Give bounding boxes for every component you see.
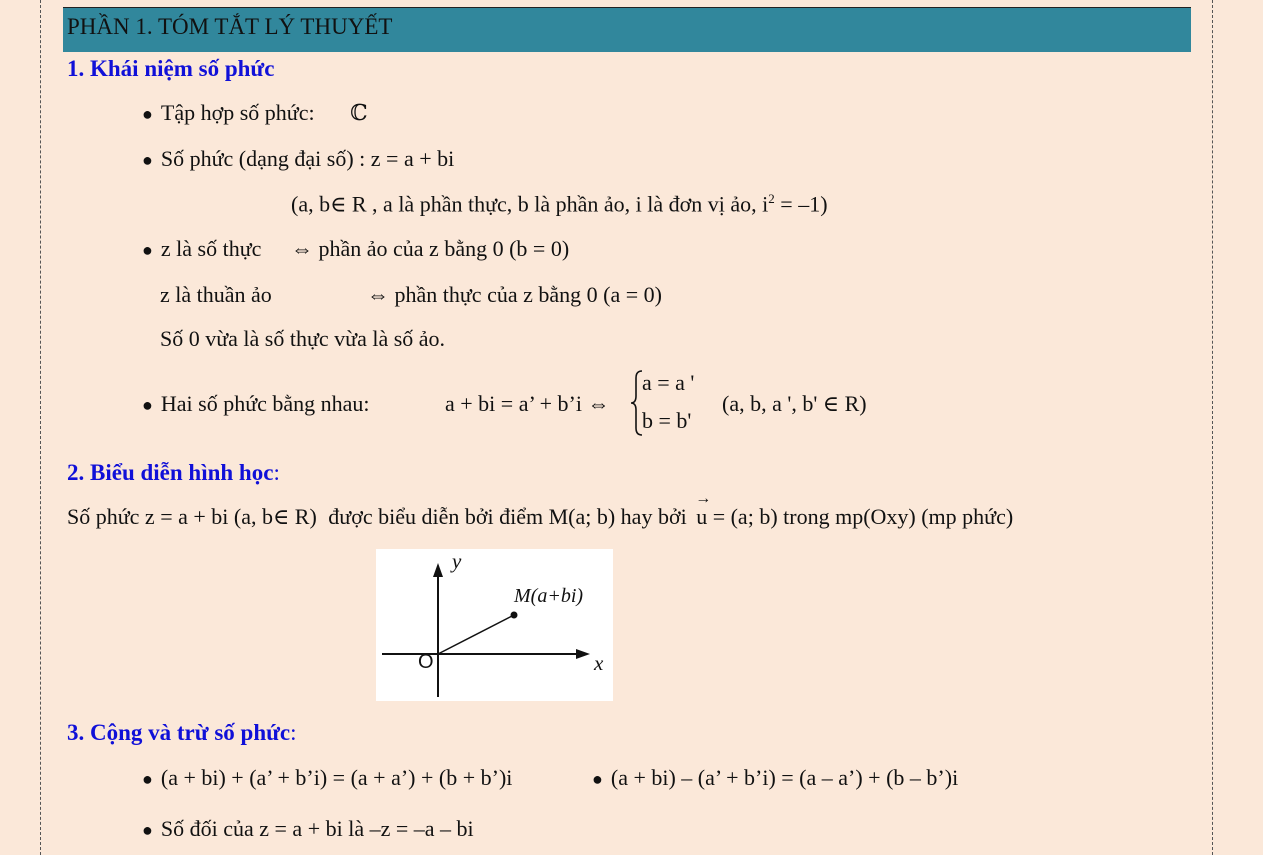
algebraic-note bbox=[291, 191, 828, 217]
bullet-icon: ● bbox=[142, 150, 153, 170]
algebraic-note-end: = –1) bbox=[774, 191, 828, 217]
set-symbol: ℂ bbox=[350, 100, 368, 125]
equal-case-1: a = a ' bbox=[642, 370, 695, 395]
addition-line bbox=[142, 765, 512, 791]
equal-formula: a + bi = a’ + b’i ⇔ bbox=[445, 391, 610, 416]
origin-label: O bbox=[418, 651, 434, 673]
addition-formula: (a + bi) + (a’ + b’i) = (a + a’) + (b + b’)i bbox=[160, 765, 513, 790]
geo-text-part-1: Số phức z = a + bi (a, b bbox=[67, 504, 273, 529]
opposite-text: Số đối của z = a + bi là –z = –a – bi bbox=[160, 816, 474, 841]
equal-case-2: b = b' bbox=[642, 408, 692, 433]
bullet-icon: ● bbox=[592, 769, 603, 789]
pure-condition: ⇔ phần thực của z bằng 0 (a = 0) bbox=[367, 282, 662, 307]
heading-geometric bbox=[67, 460, 280, 486]
pure-label: z là thuần ảo bbox=[160, 282, 272, 307]
bullet-icon: ● bbox=[142, 769, 153, 789]
bullet-icon: ● bbox=[142, 395, 153, 415]
algebraic-note-exponent: 2 bbox=[768, 191, 775, 206]
set-line bbox=[142, 100, 368, 126]
equal-domain: (a, b, a ', b' ∈ R) bbox=[722, 391, 867, 416]
page-border-left bbox=[40, 0, 41, 855]
heading-geometric-text: 2. Biểu diễn hình học bbox=[67, 460, 274, 485]
bullet-icon: ● bbox=[142, 820, 153, 840]
complex-plane-figure bbox=[376, 549, 613, 701]
geo-text-part-2: ∈ R) bbox=[272, 504, 317, 529]
heading-add-subtract-text: 3. Cộng và trừ số phức bbox=[67, 720, 291, 745]
geo-text-part-4: = (a; b) trong mp(Oxy) (mp phức) bbox=[712, 504, 1014, 529]
geometric-text bbox=[67, 490, 1014, 530]
complex-plane-diagram bbox=[376, 549, 613, 701]
equal-line bbox=[142, 391, 370, 417]
heading-add-subtract bbox=[67, 720, 297, 746]
opposite-line bbox=[142, 816, 474, 842]
geo-text-part-3: được biểu diễn bởi điểm M(a; b) hay bởi bbox=[328, 504, 687, 529]
algebraic-label: Số phức (dạng đại số) : bbox=[160, 146, 366, 171]
subtraction-formula: (a + bi) – (a’ + b’i) = (a – a’) + (b – b’)i bbox=[610, 765, 959, 790]
page-border-right bbox=[1212, 0, 1213, 855]
algebraic-formula: z = a + bi bbox=[370, 146, 455, 171]
algebraic-line bbox=[142, 146, 454, 172]
vector-u bbox=[695, 490, 713, 529]
section-banner bbox=[63, 7, 1191, 52]
subtraction-line bbox=[592, 765, 958, 791]
real-condition: ⇔ phần ảo của z bằng 0 (b = 0) bbox=[291, 236, 570, 261]
zero-note: Số 0 vừa là số thực vừa là số ảo. bbox=[160, 326, 446, 351]
set-label: Tập hợp số phức: bbox=[160, 100, 315, 125]
heading-complex-concept: 1. Khái niệm số phức bbox=[67, 56, 275, 81]
heading-geometric-colon: : bbox=[273, 460, 280, 485]
vector-u-letter: u bbox=[696, 504, 708, 529]
section-title: PHẦN 1. TÓM TẮT LÝ THUYẾT bbox=[67, 14, 393, 39]
heading-add-subtract-colon: : bbox=[290, 720, 297, 745]
real-line bbox=[142, 236, 261, 262]
axis-y-label: y bbox=[452, 549, 462, 573]
point-label: M(a+bi) bbox=[514, 585, 584, 607]
real-label: z là số thực bbox=[160, 236, 262, 261]
algebraic-note-text: (a, b∈ R , a là phần thực, b là phần ảo, i là đơn vị ảo, i bbox=[291, 191, 769, 217]
equal-label: Hai số phức bằng nhau: bbox=[160, 391, 370, 416]
bullet-icon: ● bbox=[142, 104, 153, 124]
vector-arrow-icon: → bbox=[695, 490, 712, 507]
bullet-icon: ● bbox=[142, 240, 153, 260]
axis-x-label: x bbox=[594, 651, 604, 675]
equal-system bbox=[630, 368, 710, 438]
